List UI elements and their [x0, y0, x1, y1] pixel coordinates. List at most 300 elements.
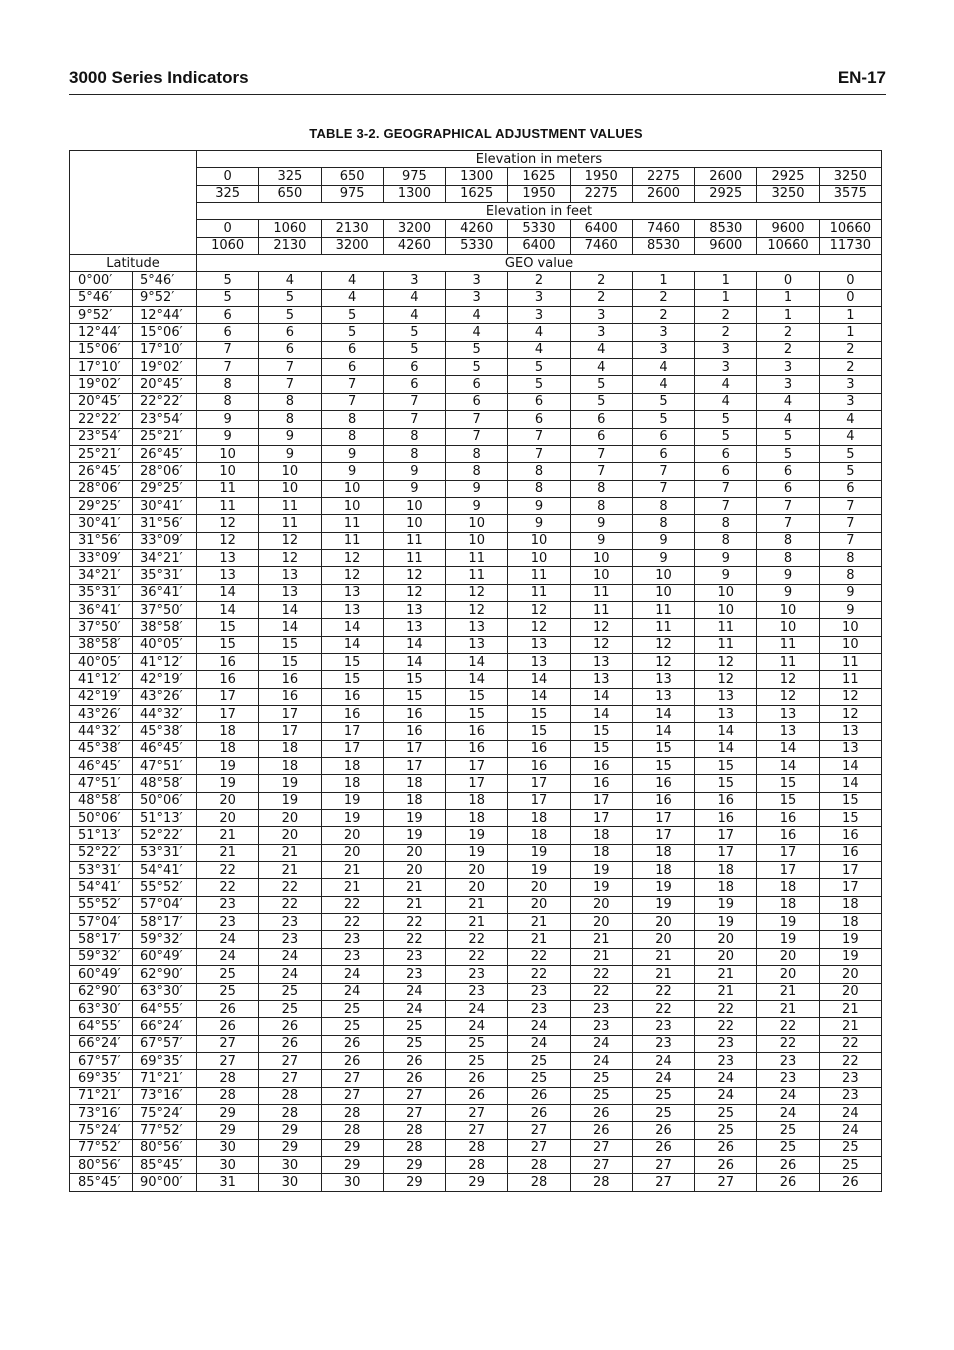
geo-value-cell: 22 [259, 896, 321, 913]
geo-value-cell: 9 [570, 515, 632, 532]
geo-value-cell: 5 [570, 393, 632, 410]
latitude-to-cell: 58°17′ [133, 914, 197, 931]
geo-value-cell: 17 [321, 723, 383, 740]
table-row [70, 601, 882, 618]
geo-value-cell: 22 [197, 879, 259, 896]
geo-value-cell: 25 [632, 1087, 694, 1104]
geo-value-cell: 23 [259, 931, 321, 948]
geo-value-cell: 9 [197, 411, 259, 428]
geo-value-cell: 8 [632, 515, 694, 532]
table-row [70, 567, 882, 584]
geo-value-cell: 10 [819, 619, 881, 636]
geo-value-cell: 22 [321, 914, 383, 931]
table-row [70, 879, 882, 896]
latitude-from-cell: 43°26′ [70, 706, 133, 723]
geo-value-cell: 2 [819, 341, 881, 358]
latitude-from-cell: 62°90′ [70, 983, 133, 1000]
geo-value-cell: 26 [197, 1000, 259, 1017]
latitude-from-cell: 37°50′ [70, 619, 133, 636]
feet-from-cell: 0 [197, 220, 259, 237]
geo-value-cell: 15 [632, 758, 694, 775]
geo-value-cell: 14 [508, 688, 570, 705]
geo-value-cell: 0 [819, 289, 881, 306]
geo-value-cell: 3 [757, 376, 819, 393]
geo-value-cell: 15 [197, 636, 259, 653]
geo-value-cell: 18 [446, 810, 508, 827]
geo-value-cell: 19 [446, 844, 508, 861]
geo-value-cell: 17 [446, 758, 508, 775]
geo-value-cell: 24 [632, 1070, 694, 1087]
geo-value-cell: 13 [321, 584, 383, 601]
geo-value-cell: 24 [383, 983, 445, 1000]
geo-value-cell: 5 [819, 445, 881, 462]
geo-value-cell: 23 [570, 1000, 632, 1017]
geo-value-cell: 15 [757, 792, 819, 809]
geo-value-cell: 2 [757, 324, 819, 341]
geo-value-cell: 23 [632, 1035, 694, 1052]
latitude-to-cell: 36°41′ [133, 584, 197, 601]
geo-value-cell: 18 [259, 758, 321, 775]
geo-value-cell: 19 [570, 862, 632, 879]
geo-value-cell: 22 [757, 1035, 819, 1052]
latitude-from-cell: 42°19′ [70, 688, 133, 705]
latitude-to-cell: 43°26′ [133, 688, 197, 705]
geo-value-cell: 4 [508, 324, 570, 341]
geo-value-cell: 27 [321, 1070, 383, 1087]
latitude-from-cell: 51°13′ [70, 827, 133, 844]
geo-value-cell: 21 [197, 827, 259, 844]
latitude-from-cell: 15°06′ [70, 341, 133, 358]
geo-value-cell: 17 [508, 775, 570, 792]
geo-value-cell: 7 [695, 497, 757, 514]
latitude-from-cell: 60°49′ [70, 966, 133, 983]
geo-value-cell: 12 [508, 619, 570, 636]
geo-value-cell: 7 [819, 497, 881, 514]
geo-value-cell: 26 [197, 1018, 259, 1035]
geo-value-cell: 6 [383, 376, 445, 393]
latitude-from-cell: 50°06′ [70, 810, 133, 827]
geo-value-cell: 27 [197, 1052, 259, 1069]
latitude-from-cell: 48°58′ [70, 792, 133, 809]
geo-value-cell: 15 [819, 792, 881, 809]
geo-value-cell: 11 [508, 584, 570, 601]
latitude-to-cell: 73°16′ [133, 1087, 197, 1104]
geo-value-cell: 8 [383, 428, 445, 445]
latitude-from-cell: 17°10′ [70, 359, 133, 376]
geo-value-cell: 22 [632, 983, 694, 1000]
geo-value-cell: 6 [446, 376, 508, 393]
geo-value-cell: 12 [383, 567, 445, 584]
geo-value-cell: 27 [383, 1104, 445, 1121]
geo-value-cell: 29 [321, 1156, 383, 1173]
geo-value-cell: 20 [197, 810, 259, 827]
feet-from-cell: 3200 [383, 220, 445, 237]
geo-value-cell: 9 [757, 584, 819, 601]
meters-to-cell: 2600 [632, 185, 694, 202]
geo-value-cell: 13 [197, 549, 259, 566]
geo-value-cell: 15 [446, 706, 508, 723]
geo-value-cell: 24 [321, 983, 383, 1000]
geo-value-cell: 14 [570, 706, 632, 723]
table-row [70, 411, 882, 428]
geo-value-cell: 2 [632, 307, 694, 324]
geo-value-cell: 9 [259, 428, 321, 445]
latitude-to-cell: 53°31′ [133, 844, 197, 861]
table-row [70, 1035, 882, 1052]
table-row [70, 1174, 882, 1191]
table-row [70, 1052, 882, 1069]
geo-value-cell: 7 [570, 463, 632, 480]
geo-value-cell: 14 [446, 671, 508, 688]
geo-value-cell: 13 [695, 688, 757, 705]
geo-value-cell: 26 [632, 1139, 694, 1156]
geo-value-cell: 4 [695, 376, 757, 393]
geo-value-cell: 6 [570, 428, 632, 445]
meters-from-cell: 1300 [446, 168, 508, 185]
geo-value-cell: 23 [695, 1052, 757, 1069]
geo-value-cell: 10 [321, 480, 383, 497]
geo-value-cell: 12 [632, 636, 694, 653]
geo-value-cell: 19 [321, 810, 383, 827]
geo-value-cell: 3 [570, 307, 632, 324]
geo-value-cell: 20 [321, 844, 383, 861]
geo-value-cell: 6 [757, 463, 819, 480]
geo-value-cell: 27 [446, 1104, 508, 1121]
geo-value-cell: 13 [446, 636, 508, 653]
geo-value-cell: 15 [508, 706, 570, 723]
table-row [70, 1156, 882, 1173]
meters-to-cell: 325 [197, 185, 259, 202]
geo-value-cell: 7 [695, 480, 757, 497]
geo-value-cell: 10 [197, 463, 259, 480]
geo-value-cell: 19 [757, 931, 819, 948]
geo-value-cell: 10 [508, 549, 570, 566]
latitude-to-cell: 80°56′ [133, 1139, 197, 1156]
latitude-from-cell: 25°21′ [70, 445, 133, 462]
geo-value-cell: 7 [321, 393, 383, 410]
latitude-from-cell: 54°41′ [70, 879, 133, 896]
geo-value-cell: 21 [383, 896, 445, 913]
geo-value-cell: 4 [259, 272, 321, 289]
geo-value-cell: 17 [819, 862, 881, 879]
geo-value-cell: 9 [383, 463, 445, 480]
latitude-to-cell: 19°02′ [133, 359, 197, 376]
geo-value-cell: 22 [819, 1035, 881, 1052]
geo-value-cell: 29 [383, 1156, 445, 1173]
geo-value-cell: 16 [508, 758, 570, 775]
geo-value-cell: 14 [383, 653, 445, 670]
latitude-to-cell: 64°55′ [133, 1000, 197, 1017]
table-row [70, 983, 882, 1000]
geo-value-cell: 20 [383, 862, 445, 879]
geo-value-cell: 12 [757, 671, 819, 688]
table-row [70, 1087, 882, 1104]
geo-value-cell: 13 [757, 706, 819, 723]
latitude-to-cell: 71°21′ [133, 1070, 197, 1087]
geo-value-cell: 29 [383, 1174, 445, 1191]
geo-value-cell: 3 [446, 272, 508, 289]
table-row [70, 359, 882, 376]
geo-value-cell: 17 [632, 827, 694, 844]
feet-to-cell: 8530 [632, 237, 694, 254]
table-row [70, 931, 882, 948]
geo-value-cell: 22 [508, 948, 570, 965]
geo-value-cell: 5 [383, 324, 445, 341]
geo-value-cell: 24 [695, 1087, 757, 1104]
geo-value-cell: 4 [819, 411, 881, 428]
geo-value-cell: 11 [570, 584, 632, 601]
geo-value-cell: 4 [570, 341, 632, 358]
geo-value-cell: 7 [383, 411, 445, 428]
geo-value-cell: 13 [819, 723, 881, 740]
geo-value-cell: 18 [570, 844, 632, 861]
table-row [70, 272, 882, 289]
geo-value-cell: 26 [632, 1122, 694, 1139]
geo-value-cell: 23 [446, 983, 508, 1000]
meters-to-cell: 975 [321, 185, 383, 202]
latitude-from-cell: 0°00′ [70, 272, 133, 289]
geo-value-cell: 4 [446, 307, 508, 324]
geo-value-cell: 10 [757, 601, 819, 618]
geo-value-cell: 11 [819, 671, 881, 688]
table-row [70, 393, 882, 410]
geo-value-cell: 25 [259, 1000, 321, 1017]
meters-to-cell: 1950 [508, 185, 570, 202]
geo-value-cell: 11 [446, 567, 508, 584]
geo-value-cell: 29 [197, 1104, 259, 1121]
geo-value-cell: 14 [695, 723, 757, 740]
latitude-from-cell: 64°55′ [70, 1018, 133, 1035]
geo-value-cell: 18 [321, 775, 383, 792]
meters-from-cell: 325 [259, 168, 321, 185]
geo-value-cell: 28 [446, 1156, 508, 1173]
geo-value-cell: 27 [632, 1156, 694, 1173]
geo-value-cell: 22 [570, 966, 632, 983]
geo-value-cell: 10 [570, 549, 632, 566]
geo-value-cell: 5 [259, 289, 321, 306]
geo-value-cell: 7 [508, 428, 570, 445]
latitude-to-cell: 31°56′ [133, 515, 197, 532]
geo-value-cell: 6 [570, 411, 632, 428]
latitude-from-cell: 36°41′ [70, 601, 133, 618]
geo-value-cell: 25 [632, 1104, 694, 1121]
geo-value-cell: 27 [197, 1035, 259, 1052]
geo-value-cell: 30 [321, 1174, 383, 1191]
geo-value-cell: 22 [321, 896, 383, 913]
geo-value-cell: 31 [197, 1174, 259, 1191]
meters-to-cell: 2275 [570, 185, 632, 202]
geo-value-cell: 19 [632, 879, 694, 896]
meters-from-cell: 975 [383, 168, 445, 185]
geo-value-cell: 19 [197, 775, 259, 792]
geo-value-cell: 21 [632, 966, 694, 983]
geo-value-cell: 28 [197, 1070, 259, 1087]
geo-value-cell: 20 [259, 827, 321, 844]
geo-value-cell: 12 [446, 584, 508, 601]
meters-from-cell: 0 [197, 168, 259, 185]
geo-value-cell: 19 [632, 896, 694, 913]
geo-value-cell: 11 [197, 497, 259, 514]
geo-value-cell: 15 [383, 688, 445, 705]
geo-value-cell: 14 [632, 706, 694, 723]
geo-value-cell: 23 [259, 914, 321, 931]
geo-value-cell: 11 [321, 515, 383, 532]
geo-value-cell: 6 [508, 411, 570, 428]
latitude-from-cell: 58°17′ [70, 931, 133, 948]
geo-value-cell: 16 [508, 740, 570, 757]
latitude-to-cell: 38°58′ [133, 619, 197, 636]
latitude-to-cell: 41°12′ [133, 653, 197, 670]
geo-value-cell: 22 [695, 1000, 757, 1017]
geo-value-cell: 23 [197, 914, 259, 931]
geo-value-cell: 15 [259, 636, 321, 653]
geo-value-cell: 17 [259, 723, 321, 740]
geo-value-cell: 8 [819, 549, 881, 566]
geo-value-cell: 27 [508, 1122, 570, 1139]
geo-value-cell: 17 [383, 758, 445, 775]
geo-value-cell: 12 [632, 653, 694, 670]
geo-value-cell: 0 [757, 272, 819, 289]
geo-value-cell: 21 [259, 844, 321, 861]
geo-value-cell: 26 [321, 1052, 383, 1069]
geo-value-cell: 11 [695, 619, 757, 636]
geo-value-cell: 17 [695, 844, 757, 861]
geo-value-cell: 11 [383, 549, 445, 566]
geo-value-cell: 12 [197, 515, 259, 532]
geo-value-cell: 28 [508, 1156, 570, 1173]
geo-value-cell: 5 [508, 376, 570, 393]
geo-value-cell: 13 [508, 636, 570, 653]
geo-value-cell: 16 [695, 792, 757, 809]
geo-value-cell: 25 [757, 1139, 819, 1156]
geo-value-cell: 20 [632, 914, 694, 931]
geo-value-cell: 13 [383, 619, 445, 636]
geo-value-cell: 5 [446, 359, 508, 376]
geo-value-cell: 12 [695, 671, 757, 688]
geo-value-cell: 23 [819, 1070, 881, 1087]
feet-from-cell: 8530 [695, 220, 757, 237]
geo-value-cell: 25 [695, 1104, 757, 1121]
geo-value-cell: 9 [197, 428, 259, 445]
geo-value-cell: 3 [695, 341, 757, 358]
geo-value-cell: 29 [259, 1122, 321, 1139]
geo-value-cell: 14 [383, 636, 445, 653]
feet-to-cell: 7460 [570, 237, 632, 254]
geo-value-cell: 15 [446, 688, 508, 705]
geo-value-cell: 20 [570, 914, 632, 931]
geo-value-cell: 28 [259, 1087, 321, 1104]
geo-value-cell: 25 [819, 1156, 881, 1173]
latitude-to-cell: 77°52′ [133, 1122, 197, 1139]
latitude-to-cell: 34°21′ [133, 549, 197, 566]
geo-value-cell: 21 [819, 1000, 881, 1017]
latitude-from-cell: 57°04′ [70, 914, 133, 931]
geo-value-cell: 10 [570, 567, 632, 584]
geo-value-cell: 23 [570, 1018, 632, 1035]
geo-value-cell: 20 [570, 896, 632, 913]
geo-value-cell: 26 [570, 1104, 632, 1121]
geo-value-cell: 21 [321, 879, 383, 896]
geo-value-cell: 10 [695, 601, 757, 618]
table-row [70, 341, 882, 358]
page-header [69, 66, 886, 95]
latitude-to-cell: 63°30′ [133, 983, 197, 1000]
table-body [70, 151, 882, 1192]
geo-value-cell: 5 [695, 411, 757, 428]
geo-value-label: GEO value [197, 255, 882, 272]
geo-value-cell: 7 [508, 445, 570, 462]
feet-from-cell: 6400 [570, 220, 632, 237]
latitude-from-cell: 66°24′ [70, 1035, 133, 1052]
table-row [70, 862, 882, 879]
geo-value-cell: 8 [321, 411, 383, 428]
meters-to-cell: 2925 [695, 185, 757, 202]
geo-value-cell: 9 [695, 567, 757, 584]
feet-to-cell: 9600 [695, 237, 757, 254]
geo-value-cell: 7 [632, 463, 694, 480]
geo-value-cell: 21 [757, 983, 819, 1000]
latitude-from-cell: 55°52′ [70, 896, 133, 913]
meters-from-cell: 1625 [508, 168, 570, 185]
geo-value-cell: 7 [446, 411, 508, 428]
geo-value-cell: 3 [757, 359, 819, 376]
geo-value-cell: 9 [508, 497, 570, 514]
latitude-to-cell: 85°45′ [133, 1156, 197, 1173]
geo-value-cell: 4 [632, 359, 694, 376]
latitude-from-cell: 26°45′ [70, 463, 133, 480]
latitude-from-cell: 31°56′ [70, 532, 133, 549]
geo-value-cell: 21 [757, 1000, 819, 1017]
geo-value-cell: 10 [446, 532, 508, 549]
geo-value-cell: 10 [259, 480, 321, 497]
geo-value-cell: 4 [695, 393, 757, 410]
geo-value-cell: 6 [321, 359, 383, 376]
latitude-to-cell: 69°35′ [133, 1052, 197, 1069]
geo-value-cell: 24 [570, 1035, 632, 1052]
geo-value-cell: 19 [508, 844, 570, 861]
geo-value-cell: 5 [259, 307, 321, 324]
table-row [70, 1000, 882, 1017]
geo-value-cell: 24 [446, 1000, 508, 1017]
table-row [70, 671, 882, 688]
geo-adjustment-table [69, 150, 882, 1192]
geo-value-cell: 18 [508, 827, 570, 844]
geo-value-cell: 22 [570, 983, 632, 1000]
geo-value-cell: 0 [819, 272, 881, 289]
geo-value-cell: 16 [383, 723, 445, 740]
geo-value-cell: 6 [259, 324, 321, 341]
geo-value-cell: 25 [446, 1035, 508, 1052]
latitude-to-cell: 37°50′ [133, 601, 197, 618]
geo-value-cell: 9 [757, 567, 819, 584]
geo-value-cell: 8 [757, 532, 819, 549]
geo-value-cell: 8 [632, 497, 694, 514]
geo-value-cell: 14 [757, 740, 819, 757]
geo-value-cell: 12 [259, 549, 321, 566]
geo-value-cell: 11 [321, 532, 383, 549]
geo-value-cell: 19 [197, 758, 259, 775]
latitude-to-cell: 50°06′ [133, 792, 197, 809]
geo-value-cell: 27 [259, 1070, 321, 1087]
geo-value-cell: 8 [695, 515, 757, 532]
geo-value-cell: 19 [819, 931, 881, 948]
geo-value-cell: 5 [632, 393, 694, 410]
geo-value-cell: 9 [570, 532, 632, 549]
geo-value-cell: 14 [819, 758, 881, 775]
meters-from-cell: 650 [321, 168, 383, 185]
geo-value-cell: 8 [259, 393, 321, 410]
geo-value-cell: 6 [508, 393, 570, 410]
